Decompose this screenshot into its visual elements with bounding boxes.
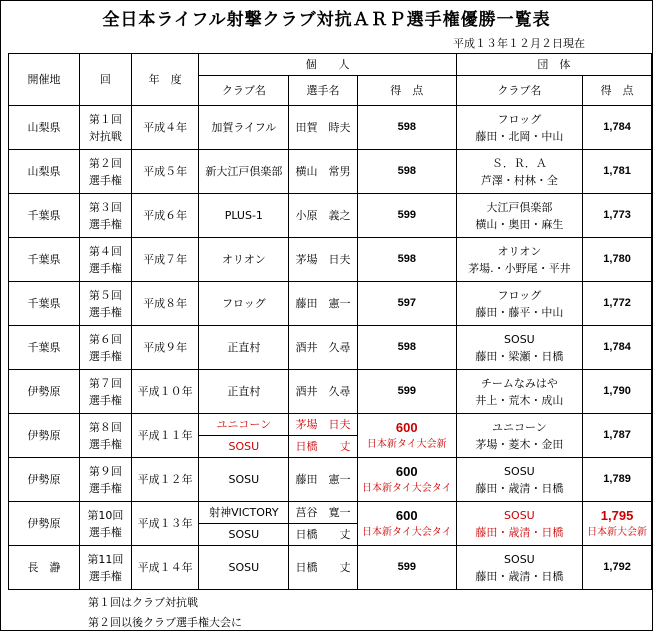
round-cell: 第１回 対抗戦 — [80, 106, 132, 150]
player-cell: 藤田 憲一 — [289, 282, 358, 326]
team-score-cell: 1,780 — [583, 238, 652, 282]
year-cell: 平成１３年 — [131, 502, 199, 546]
team-score-cell: 1,784 — [583, 106, 652, 150]
venue-cell: 伊勢原 — [9, 414, 80, 458]
player-cell: 酒井 久尋 — [289, 370, 358, 414]
score-cell: 599 — [357, 194, 456, 238]
club-cell: フロッグ — [199, 282, 289, 326]
venue-cell: 千葉県 — [9, 282, 80, 326]
header-club: クラブ名 — [199, 76, 289, 106]
team-cell: オリオン 茅場.・小野尾・平井 — [456, 238, 582, 282]
club-cell: 射神VICTORY — [199, 502, 289, 524]
year-cell: 平成７年 — [131, 238, 199, 282]
score-cell: 597 — [357, 282, 456, 326]
team-score-cell: 1,787 — [583, 414, 652, 458]
table-row — [9, 502, 652, 524]
header-venue: 開催地 — [9, 54, 80, 106]
team-cell: SOSU 藤田・梁瀬・日橋 — [456, 326, 582, 370]
venue-cell: 山梨県 — [9, 106, 80, 150]
team-score-cell: 1,772 — [583, 282, 652, 326]
player-cell: 茅場 日夫 — [289, 414, 358, 436]
team-cell: SOSU 藤田・歳清・日橋 — [456, 546, 582, 590]
team-cell: 大江戸倶楽部 横山・奥田・麻生 — [456, 194, 582, 238]
round-cell: 第７回 選手権 — [80, 370, 132, 414]
score-cell: 599 — [357, 370, 456, 414]
club-cell: 加賀ライフル — [199, 106, 289, 150]
team-score-cell: 1,784 — [583, 326, 652, 370]
round-cell: 第４回 選手権 — [80, 238, 132, 282]
header-team-score: 得 点 — [583, 76, 652, 106]
team-cell: ユニコーン 茅場・菱木・金田 — [456, 414, 582, 458]
club-cell: SOSU — [199, 546, 289, 590]
score-cell: 600 日本新タイ大会タイ — [357, 458, 456, 502]
score-cell: 598 — [357, 238, 456, 282]
footnotes — [88, 593, 242, 633]
as-of-date: 平成１３年１２月２日現在 — [453, 37, 585, 50]
team-cell: フロッグ 藤田・藤平・中山 — [456, 282, 582, 326]
header-player: 選手名 — [289, 76, 358, 106]
header-year: 年 度 — [131, 54, 199, 106]
player-cell: 日橋 丈 — [289, 546, 358, 590]
table-row — [9, 546, 652, 590]
round-cell: 第11回 選手権 — [80, 546, 132, 590]
player-cell: 莒谷 寛一 — [289, 502, 358, 524]
venue-cell: 伊勢原 — [9, 502, 80, 546]
year-cell: 平成４年 — [131, 106, 199, 150]
venue-cell: 伊勢原 — [9, 370, 80, 414]
year-cell: 平成５年 — [131, 150, 199, 194]
team-cell: SOSU 藤田・歳清・日橋 — [456, 502, 582, 546]
team-cell: SOSU 藤田・歳清・日橋 — [456, 458, 582, 502]
footnote: 第１回はクラブ対抗戦 — [88, 596, 198, 609]
team-cell: チームなみはや 井上・荒木・成山 — [456, 370, 582, 414]
year-cell: 平成６年 — [131, 194, 199, 238]
year-cell: 平成１１年 — [131, 414, 199, 458]
score-cell: 600 日本新タイ大会新 — [357, 414, 456, 458]
round-cell: 第３回 選手権 — [80, 194, 132, 238]
venue-cell: 千葉県 — [9, 238, 80, 282]
round-cell: 第９回 選手権 — [80, 458, 132, 502]
player-cell: 田賀 時夫 — [289, 106, 358, 150]
year-cell: 平成１４年 — [131, 546, 199, 590]
table-row — [9, 370, 652, 414]
footnote: 第２回以後クラブ選手権大会に — [88, 616, 242, 629]
team-cell: Ｓ．Ｒ．Ａ 芦澤・村林・全 — [456, 150, 582, 194]
team-score-cell: 1,789 — [583, 458, 652, 502]
player-cell: 小原 義之 — [289, 194, 358, 238]
round-cell: 第５回 選手権 — [80, 282, 132, 326]
table-row — [9, 458, 652, 502]
round-cell: 第８回 選手権 — [80, 414, 132, 458]
player-cell: 横山 常男 — [289, 150, 358, 194]
club-cell: PLUS-1 — [199, 194, 289, 238]
page-title: 全日本ライフル射撃クラブ対抗ＡＲＰ選手権優勝一覧表 — [102, 10, 551, 30]
score-cell: 599 — [357, 546, 456, 590]
table-row — [9, 414, 652, 436]
round-cell: 第10回 選手権 — [80, 502, 132, 546]
team-cell: フロッグ 藤田・北岡・中山 — [456, 106, 582, 150]
team-score-cell: 1,790 — [583, 370, 652, 414]
year-cell: 平成８年 — [131, 282, 199, 326]
club-cell: SOSU — [199, 436, 289, 458]
team-score-cell: 1,781 — [583, 150, 652, 194]
header-score: 得 点 — [357, 76, 456, 106]
year-cell: 平成１０年 — [131, 370, 199, 414]
header-row-1 — [9, 54, 652, 76]
club-cell: SOSU — [199, 524, 289, 546]
year-cell: 平成１２年 — [131, 458, 199, 502]
club-cell: 正直村 — [199, 326, 289, 370]
venue-cell: 千葉県 — [9, 326, 80, 370]
results-table — [8, 53, 652, 590]
header-team-club: クラブ名 — [456, 76, 582, 106]
team-score-cell: 1,795 日本新大会新 — [583, 502, 652, 546]
club-cell: SOSU — [199, 458, 289, 502]
header-team: 団 体 — [456, 54, 651, 76]
venue-cell: 長 瀞 — [9, 546, 80, 590]
venue-cell: 山梨県 — [9, 150, 80, 194]
header-individual: 個 人 — [199, 54, 456, 76]
team-score-cell: 1,792 — [583, 546, 652, 590]
header-round: 回 — [80, 54, 132, 106]
player-cell: 茅場 日夫 — [289, 238, 358, 282]
table-row — [9, 106, 652, 150]
table-row — [9, 326, 652, 370]
round-cell: 第６回 選手権 — [80, 326, 132, 370]
score-cell: 598 — [357, 106, 456, 150]
table-row — [9, 282, 652, 326]
venue-cell: 千葉県 — [9, 194, 80, 238]
club-cell: オリオン — [199, 238, 289, 282]
venue-cell: 伊勢原 — [9, 458, 80, 502]
table-row — [9, 238, 652, 282]
player-cell: 酒井 久尋 — [289, 326, 358, 370]
club-cell: 正直村 — [199, 370, 289, 414]
score-cell: 598 — [357, 326, 456, 370]
player-cell: 藤田 憲一 — [289, 458, 358, 502]
player-cell: 日橋 丈 — [289, 524, 358, 546]
player-cell: 日橋 丈 — [289, 436, 358, 458]
team-score-cell: 1,773 — [583, 194, 652, 238]
score-cell: 598 — [357, 150, 456, 194]
table-row — [9, 194, 652, 238]
table-row — [9, 150, 652, 194]
round-cell: 第２回 選手権 — [80, 150, 132, 194]
club-cell: 新大江戸倶楽部 — [199, 150, 289, 194]
score-cell: 600 日本新タイ大会タイ — [357, 502, 456, 546]
club-cell: ユニコーン — [199, 414, 289, 436]
year-cell: 平成９年 — [131, 326, 199, 370]
